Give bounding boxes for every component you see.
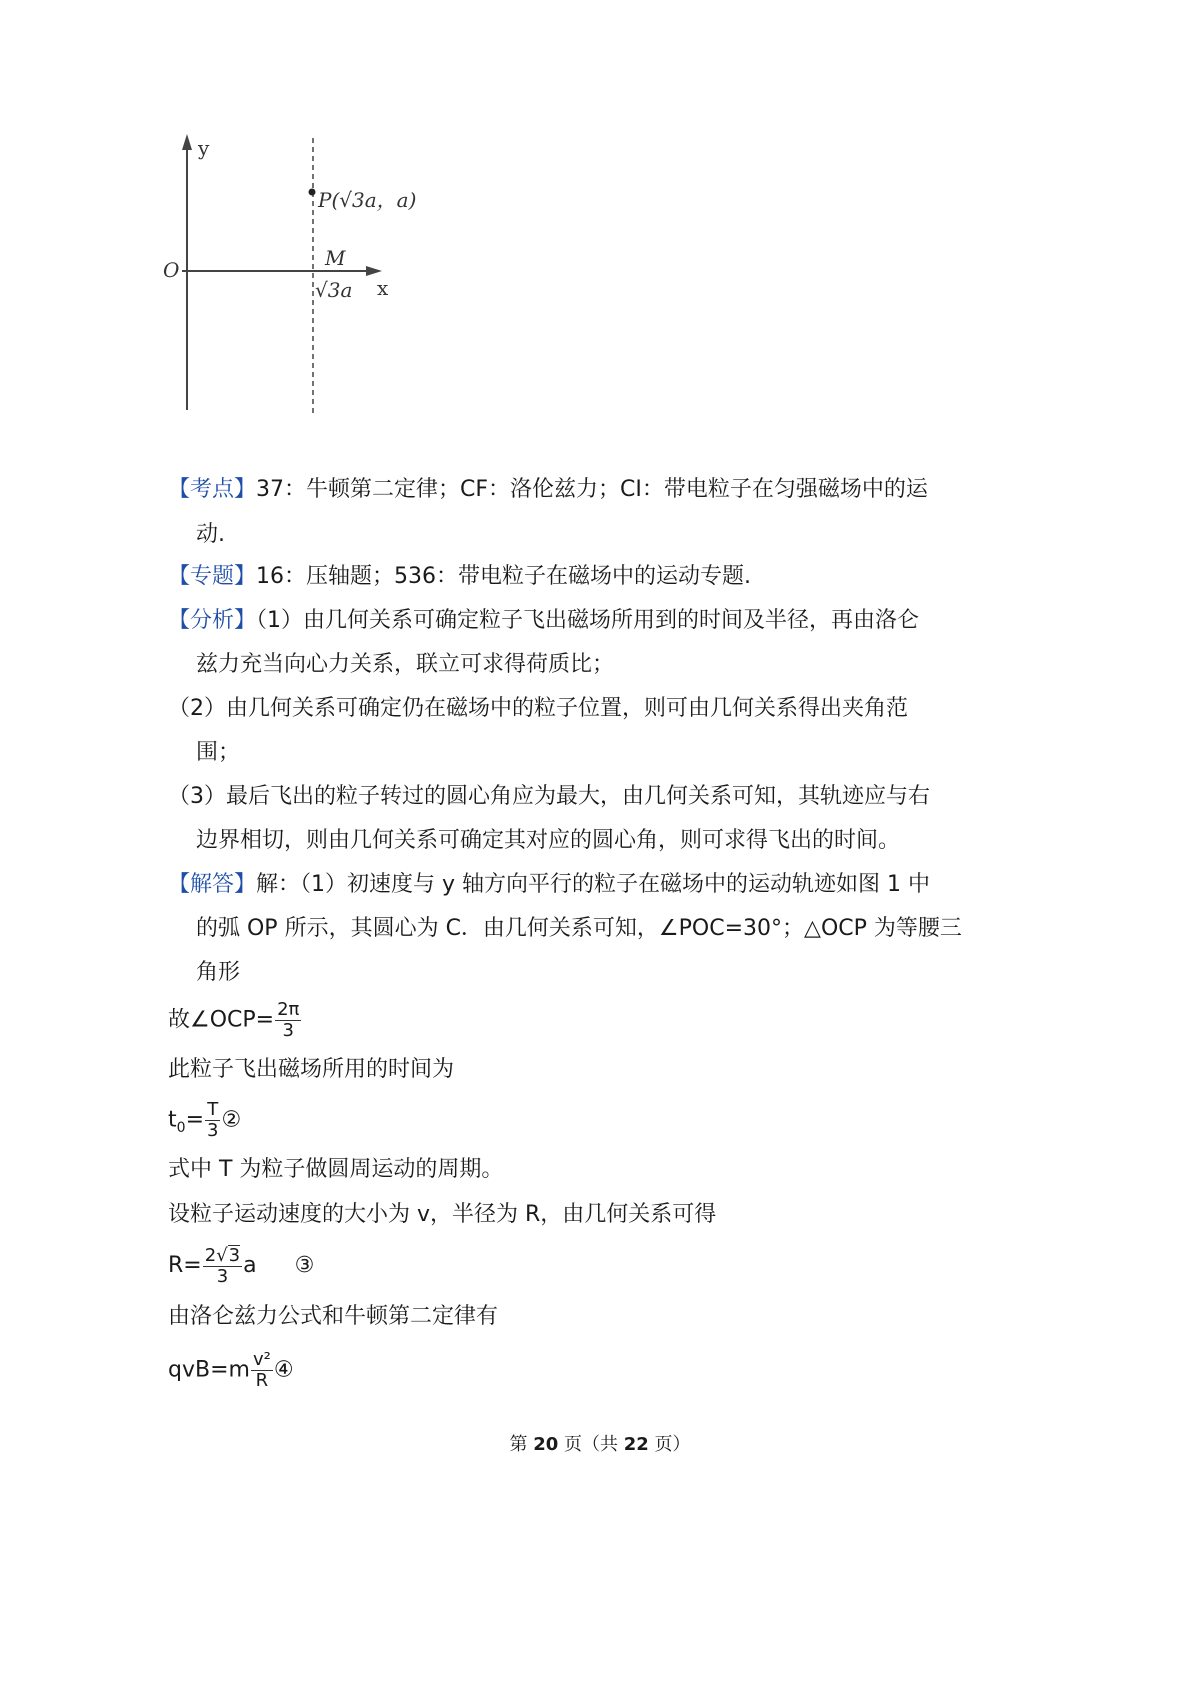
m-value-label: √3a [315, 278, 353, 302]
jieda-line-3: 角形 [196, 960, 241, 985]
page-footer [0, 1430, 1200, 1456]
kaodian-line-1 [168, 475, 928, 505]
point-p [309, 189, 316, 196]
eq1-prefix: 故∠OCP= [168, 1007, 275, 1033]
equation-radius [168, 1245, 314, 1287]
eq3-prefix: R= [168, 1253, 202, 1278]
eq4-fraction [251, 1350, 273, 1391]
kaodian-text-1: 37：牛顿第二定律；CF：洛伦兹力；CI：带电粒子在匀强磁场中的运 [256, 477, 928, 502]
zhuanti-tag: 【专题】 [168, 564, 257, 589]
jieda-line-2: 的弧 OP 所示，其圆心为 C．由几何关系可知，∠POC=30°；△OCP 为等腰三 [196, 916, 962, 941]
fenxi-p3-line-2: 边界相切，则由几何关系可确定其对应的圆心角，则可求得飞出的时间。 [196, 828, 901, 853]
eq1-numerator: 2π [277, 999, 300, 1020]
kaodian-line-2: 动. [196, 522, 225, 547]
eq3-sqrt [216, 1245, 240, 1266]
eq4-denominator: R [255, 1370, 269, 1391]
footer-page-number: 20 [533, 1434, 559, 1455]
fenxi-p1-line-2: 兹力充当向心力关系，联立可求得荷质比； [196, 652, 615, 677]
eq3-suffix: a [243, 1253, 257, 1278]
equation-angle-ocp [168, 1000, 302, 1041]
footer-post: 页） [654, 1434, 691, 1455]
eq3-radicand: 3 [228, 1245, 241, 1266]
eq3-denominator: 3 [216, 1266, 229, 1287]
eq2-t: t [168, 1107, 177, 1133]
eq3-mark: ③ [294, 1253, 315, 1278]
zhuanti-text: 16：压轴题；536：带电粒子在磁场中的运动专题. [256, 564, 751, 589]
eq1-fraction [275, 1000, 301, 1041]
fenxi-p2-line-2: 围； [196, 740, 241, 765]
eq4-prefix: qvB=m [168, 1357, 250, 1383]
coordinate-figure [160, 130, 460, 460]
eq2-equals: = [185, 1107, 204, 1133]
footer-mid: 页（共 [564, 1434, 618, 1455]
m-label: M [325, 246, 346, 270]
fenxi-line-1 [168, 606, 919, 636]
point-p-label: P(√3a，a) [318, 188, 417, 212]
fenxi-p3-line-1: （3）最后飞出的粒子转过的圆心角应为最大，由几何关系可知，其轨迹应与右 [168, 784, 930, 809]
eq4-mark: ④ [273, 1357, 294, 1383]
x-axis-label: x [377, 276, 389, 300]
eq4-numerator: v² [252, 1349, 271, 1370]
equation-t0 [168, 1100, 241, 1143]
eq1-denominator: 3 [282, 1020, 294, 1041]
eq2-mark: ② [221, 1107, 242, 1133]
fenxi-p1-text-1: （1）由几何关系可确定粒子飞出磁场所用到的时间及半径，再由洛仑 [256, 608, 920, 633]
axes-diagram [160, 130, 460, 460]
text-exit-time: 此粒子飞出磁场所用的时间为 [168, 1057, 455, 1082]
text-lorentz: 由洛仑兹力公式和牛顿第二定律有 [168, 1304, 499, 1329]
text-radius: 设粒子运动速度的大小为 v，半径为 R，由几何关系可得 [168, 1202, 717, 1227]
kaodian-tag: 【考点】 [168, 477, 257, 502]
footer-pre: 第 [509, 1434, 528, 1455]
text-period: 式中 T 为粒子做圆周运动的周期。 [168, 1157, 504, 1182]
eq2-fraction [205, 1100, 220, 1141]
eq3-numerator [203, 1245, 242, 1267]
x-axis-arrow [366, 266, 382, 276]
jieda-line-1 [168, 870, 930, 900]
zhuanti-line [168, 562, 751, 592]
equation-lorentz [168, 1350, 294, 1391]
origin-label: O [163, 258, 180, 282]
y-axis-label: y [198, 136, 210, 160]
jieda-tag: 【解答】 [168, 872, 257, 897]
jieda-text-1: 解：（1）初速度与 y 轴方向平行的粒子在磁场中的运动轨迹如图 1 中 [256, 872, 931, 897]
eq2-numerator: T [207, 1099, 219, 1120]
fenxi-p2-line-1: （2）由几何关系可确定仍在磁场中的粒子位置，则可由几何关系得出夹角范 [168, 696, 908, 721]
eq3-fraction [203, 1245, 242, 1287]
y-axis-arrow [182, 134, 192, 150]
sqrt-icon: √ [216, 1245, 228, 1266]
eq2-denominator: 3 [207, 1120, 219, 1141]
eq3-coef: 2 [204, 1245, 217, 1266]
eq2-subscript: 0 [176, 1119, 186, 1136]
fenxi-tag: 【分析】 [168, 608, 257, 633]
footer-total-pages: 22 [623, 1434, 649, 1455]
